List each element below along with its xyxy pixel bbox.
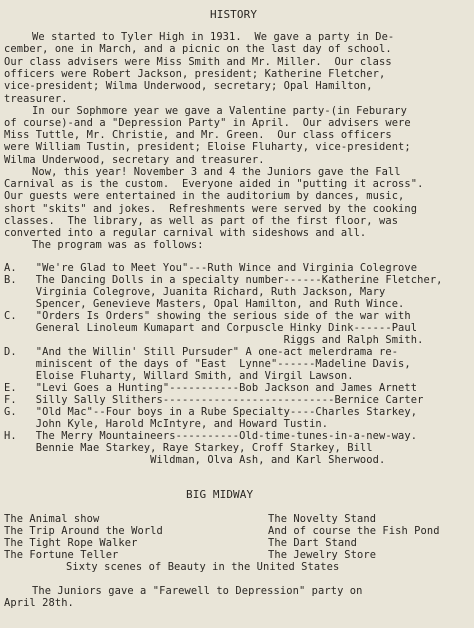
midway-item: The Jewelry Store [268, 549, 377, 561]
program-item: Wildman, Olva Ash, and Karl Sherwood. [4, 454, 386, 466]
program-item: D. "And the Willin' Still Pursuder" A one-act melerdrama re- [4, 346, 399, 358]
history-line: Miss Tuttle, Mr. Christie, and Mr. Green. Our class officers [4, 129, 392, 141]
history-heading: HISTORY [210, 8, 258, 21]
history-line: Our guests were entertained in the auditorium by dances, music, [4, 190, 405, 202]
midway-heading: BIG MIDWAY [186, 488, 254, 501]
midway-item: The Animal show [4, 513, 100, 525]
midway-item: The Novelty Stand [268, 513, 377, 525]
program-item: Spencer, Genevieve Masters, Opal Hamilton, and Ruth Wince. [4, 298, 405, 310]
history-line: officers were Robert Jackson, president; Katherine Fletcher, [4, 68, 386, 80]
history-line: of course)-and a "Depression Party" in April. Our advisers were [4, 117, 411, 129]
history-line: were William Tustin, president; Eloise Fluharty, vice-president; [4, 141, 411, 153]
history-line: classes. The library, as well as part of the first floor, was [4, 215, 399, 227]
history-line: vice-president; Wilma Underwood, secretary; Opal Hamilton, [4, 80, 373, 92]
program-item: John Kyle, Harold McIntyre, and Howard Tustin. [4, 418, 329, 430]
program-item: G. "Old Mac"--Four boys in a Rube Specialty----Charles Starkey, [4, 406, 418, 418]
program-item: A. "We're Glad to Meet You"---Ruth Wince and Virginia Colegrove [4, 262, 418, 274]
midway-footer: Sixty scenes of Beauty in the United States [66, 561, 340, 573]
history-line: cember, one in March, and a picnic on the last day of school. [4, 43, 392, 55]
program-item: Riggs and Ralph Smith. [4, 334, 424, 346]
program-item: Virginia Colegrove, Juanita Richard, Ruth Jackson, Mary [4, 286, 386, 298]
history-line: In our Sophmore year we gave a Valentine party-(in Feburary [32, 105, 407, 117]
history-line: Our class advisers were Miss Smith and Mr. Miller. Our class [4, 56, 392, 68]
program-item: E. "Levi Goes a Hunting"-----------Bob Jackson and James Arnett [4, 382, 418, 394]
history-line: We started to Tyler High in 1931. We gave a party in De- [32, 31, 395, 43]
history-line: Wilma Underwood, secretary and treasurer. [4, 154, 265, 166]
history-line: treasurer. [4, 93, 68, 105]
program-item: Eloise Fluharty, Willard Smith, and Virgil Lawson. [4, 370, 354, 382]
closing-line: The Juniors gave a "Farewell to Depression" party on [32, 585, 363, 597]
program-item: F. Silly Sally Slithers---------------------------Bernice Carter [4, 394, 424, 406]
midway-item: And of course the Fish Pond [268, 525, 440, 537]
midway-item: The Trip Around the World [4, 525, 163, 537]
history-line: Carnival as is the custom. Everyone aided in "putting it across". [4, 178, 424, 190]
midway-item: The Tight Rope Walker [4, 537, 138, 549]
history-line: converted into a regular carnival with sideshows and all. [4, 227, 367, 239]
midway-item: The Fortune Teller [4, 549, 119, 561]
program-item: miniscent of the days of "East Lynne"------Madeline Davis, [4, 358, 411, 370]
history-line: Now, this year! November 3 and 4 the Juniors gave the Fall [32, 166, 401, 178]
program-item: C. "Orders Is Orders" showing the serious side of the war with [4, 310, 411, 322]
midway-item: The Dart Stand [268, 537, 357, 549]
history-line: short "skits" and jokes. Refreshments were served by the cooking [4, 203, 418, 215]
closing-line: April 28th. [4, 597, 74, 609]
history-line: The program was as follows: [32, 239, 204, 251]
program-item: General Linoleum Kumapart and Corpuscle Hinky Dink------Paul [4, 322, 418, 334]
program-item: B. The Dancing Dolls in a specialty number------Katherine Fletcher, [4, 274, 443, 286]
program-item: H. The Merry Mountaineers----------Old-time-tunes-in-a-new-way. [4, 430, 418, 442]
program-item: Bennie Mae Starkey, Raye Starkey, Croff Starkey, Bill [4, 442, 373, 454]
